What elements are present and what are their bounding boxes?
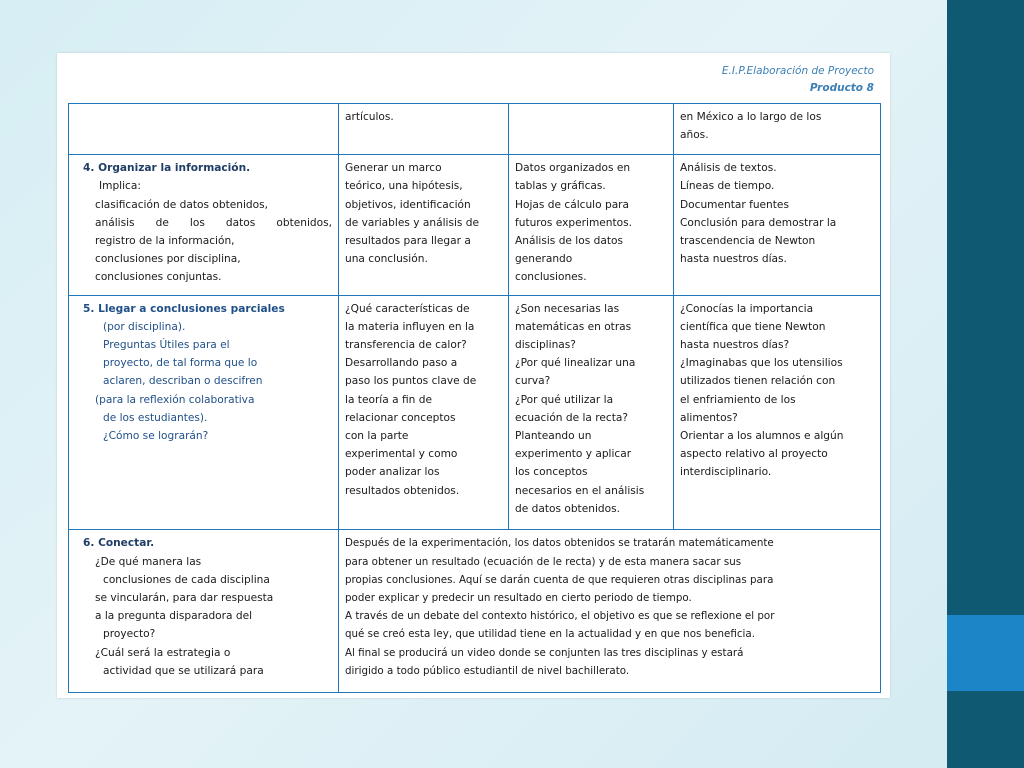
cell-line: objetivos, identificación bbox=[345, 198, 471, 211]
cell-line: matemáticas en otras bbox=[515, 320, 632, 333]
cell-line: Generar un marco bbox=[345, 162, 442, 175]
cell-line: Planteando un bbox=[515, 430, 592, 443]
cell-col4 bbox=[674, 295, 881, 530]
cell-line: (por disciplina). bbox=[103, 320, 186, 333]
cell-line: alimentos? bbox=[680, 411, 738, 424]
cell-line: Líneas de tiempo. bbox=[680, 180, 775, 193]
cell-line: Orientar a los alumnos e algún bbox=[680, 430, 844, 443]
cell-line: una conclusión. bbox=[345, 253, 428, 266]
table-row bbox=[69, 104, 881, 155]
cell-line: de los estudiantes). bbox=[103, 411, 208, 424]
cell-col2 bbox=[339, 104, 509, 155]
cell-col2 bbox=[339, 295, 509, 530]
cell-line: Análisis de textos. bbox=[680, 162, 777, 175]
cell-line: en México a lo largo de los bbox=[680, 111, 822, 123]
cell-line: necesarios en el análisis bbox=[515, 484, 645, 497]
cell-col4 bbox=[674, 104, 881, 155]
merged-description-cell bbox=[339, 530, 881, 693]
cell-line: futuros experimentos. bbox=[515, 216, 633, 229]
cell-line: propias conclusiones. Aquí se darán cuenta de que requieren otras disciplinas para bbox=[345, 573, 774, 586]
cell-col3 bbox=[509, 104, 674, 155]
cell-line: Datos organizados en bbox=[515, 162, 631, 175]
cell-line: ¿Cómo se lograrán? bbox=[103, 430, 209, 443]
cell-line: Conclusión para demostrar la bbox=[680, 216, 837, 229]
stage-title: 5. Llegar a conclusiones parciales bbox=[83, 302, 285, 315]
cell-line: de variables y análisis de bbox=[345, 216, 480, 229]
cell-line: proyecto? bbox=[103, 628, 156, 641]
cell-line: ¿Por qué linealizar una bbox=[515, 357, 636, 370]
cell-line: dirigido a todo público estudiantil de nivel bachillerato. bbox=[345, 664, 630, 677]
cell-line: utilizados tienen relación con bbox=[680, 375, 836, 388]
cell-line: poder analizar los bbox=[345, 466, 440, 479]
cell-line: conclusiones por disciplina, bbox=[95, 253, 241, 266]
cell-line: Después de la experimentación, los datos obtenidos se tratarán matemáticamente bbox=[345, 537, 774, 550]
cell-line: con la parte bbox=[345, 430, 409, 443]
cell-col3 bbox=[509, 155, 674, 295]
cell-line: aclaren, describan o descifren bbox=[103, 375, 263, 388]
stage-title: 4. Organizar la información. bbox=[83, 162, 251, 175]
cell-line: registro de la información, bbox=[95, 234, 235, 247]
cell-line: hasta nuestros días. bbox=[680, 253, 787, 266]
cell-line: relacionar conceptos bbox=[345, 411, 456, 424]
cell-col2 bbox=[339, 155, 509, 295]
cell-line: de datos obtenidos. bbox=[515, 502, 620, 515]
cell-line: trascendencia de Newton bbox=[680, 234, 816, 247]
cell-line: actividad que se utilizará para bbox=[103, 664, 264, 677]
cell-line: conclusiones conjuntas. bbox=[95, 271, 222, 284]
document-header bbox=[722, 63, 874, 97]
cell-line: conclusiones de cada disciplina bbox=[103, 573, 270, 586]
project-plan-table bbox=[68, 103, 881, 693]
cell-line: resultados obtenidos. bbox=[345, 484, 460, 497]
cell-line: poder explicar y predecir un resultado en cierto periodo de tiempo. bbox=[345, 592, 692, 605]
cell-line: experimental y como bbox=[345, 448, 458, 461]
cell-line: la teoría a fin de bbox=[345, 393, 432, 406]
cell-line: años. bbox=[680, 129, 709, 142]
cell-line: el enfriamiento de los bbox=[680, 393, 796, 406]
cell-line: experimento y aplicar bbox=[515, 448, 632, 461]
cell-line: A través de un debate del contexto histórico, el objetivo es que se reflexione el por bbox=[345, 610, 775, 623]
cell-line: ¿Son necesarias las bbox=[515, 302, 620, 315]
cell-line: hasta nuestros días? bbox=[680, 339, 790, 352]
cell-line: se vincularán, para dar respuesta bbox=[95, 592, 274, 605]
cell-line: conclusiones. bbox=[515, 271, 587, 284]
cell-line: científica que tiene Newton bbox=[680, 320, 826, 333]
cell-col4 bbox=[674, 155, 881, 295]
cell-line: la materia influyen en la bbox=[345, 320, 475, 333]
cell-line: resultados para llegar a bbox=[345, 234, 471, 247]
stage-title: 6. Conectar. bbox=[83, 537, 155, 550]
cell-line: Hojas de cálculo para bbox=[515, 198, 630, 211]
stage-cell bbox=[69, 155, 339, 295]
table-row bbox=[69, 295, 881, 530]
document-page bbox=[57, 53, 890, 698]
cell-line: ecuación de la recta? bbox=[515, 411, 629, 424]
header-line-2: Producto 8 bbox=[809, 82, 874, 94]
cell-line: (para la reflexión colaborativa bbox=[95, 393, 255, 406]
cell-line: transferencia de calor? bbox=[345, 339, 467, 352]
cell-line: proyecto, de tal forma que lo bbox=[103, 357, 258, 370]
cell-line: disciplinas? bbox=[515, 339, 576, 352]
cell-line: ¿De qué manera las bbox=[95, 555, 202, 568]
cell-col3 bbox=[509, 295, 674, 530]
table-row bbox=[69, 155, 881, 295]
slide-side-accent bbox=[947, 615, 1024, 691]
cell-line: ¿Conocías la importancia bbox=[680, 302, 814, 315]
cell-line: los conceptos bbox=[515, 466, 588, 479]
cell-line: Desarrollando paso a bbox=[345, 357, 458, 370]
header-line-1: E.I.P.Elaboración de Proyecto bbox=[721, 65, 874, 77]
cell-line: a la pregunta disparadora del bbox=[95, 610, 253, 623]
cell-line: para obtener un resultado (ecuación de le recta) y de esta manera sacar sus bbox=[345, 555, 742, 568]
cell-line: aspecto relativo al proyecto bbox=[680, 448, 828, 461]
stage-cell bbox=[69, 104, 339, 155]
cell-line: análisis de los datos obtenidos, bbox=[95, 216, 332, 229]
cell-line: interdisciplinario. bbox=[680, 466, 772, 479]
cell-line: clasificación de datos obtenidos, bbox=[95, 198, 269, 211]
cell-line: generando bbox=[515, 253, 573, 266]
cell-line: ¿Por qué utilizar la bbox=[515, 393, 614, 406]
cell-line: Análisis de los datos bbox=[515, 234, 623, 247]
cell-line: paso los puntos clave de bbox=[345, 375, 477, 388]
cell-line: Documentar fuentes bbox=[680, 198, 789, 211]
cell-line: ¿Imaginabas que los utensilios bbox=[680, 357, 843, 370]
table-row bbox=[69, 530, 881, 693]
cell-line: artículos. bbox=[345, 111, 394, 123]
cell-line: qué se creó esta ley, que utilidad tiene en la actualidad y en que nos beneficia. bbox=[345, 628, 755, 641]
stage-cell bbox=[69, 530, 339, 693]
cell-line: Preguntas Útiles para el bbox=[103, 339, 230, 352]
cell-line: ¿Cuál será la estrategia o bbox=[95, 646, 231, 659]
cell-line: tablas y gráficas. bbox=[515, 180, 606, 193]
cell-line: Al final se producirá un video donde se conjunten las tres disciplinas y estará bbox=[345, 646, 744, 659]
cell-line: teórico, una hipótesis, bbox=[345, 180, 463, 193]
stage-cell bbox=[69, 295, 339, 530]
cell-line: ¿Qué características de bbox=[345, 302, 470, 315]
cell-line: curva? bbox=[515, 375, 551, 388]
cell-line: Implica: bbox=[99, 180, 141, 193]
